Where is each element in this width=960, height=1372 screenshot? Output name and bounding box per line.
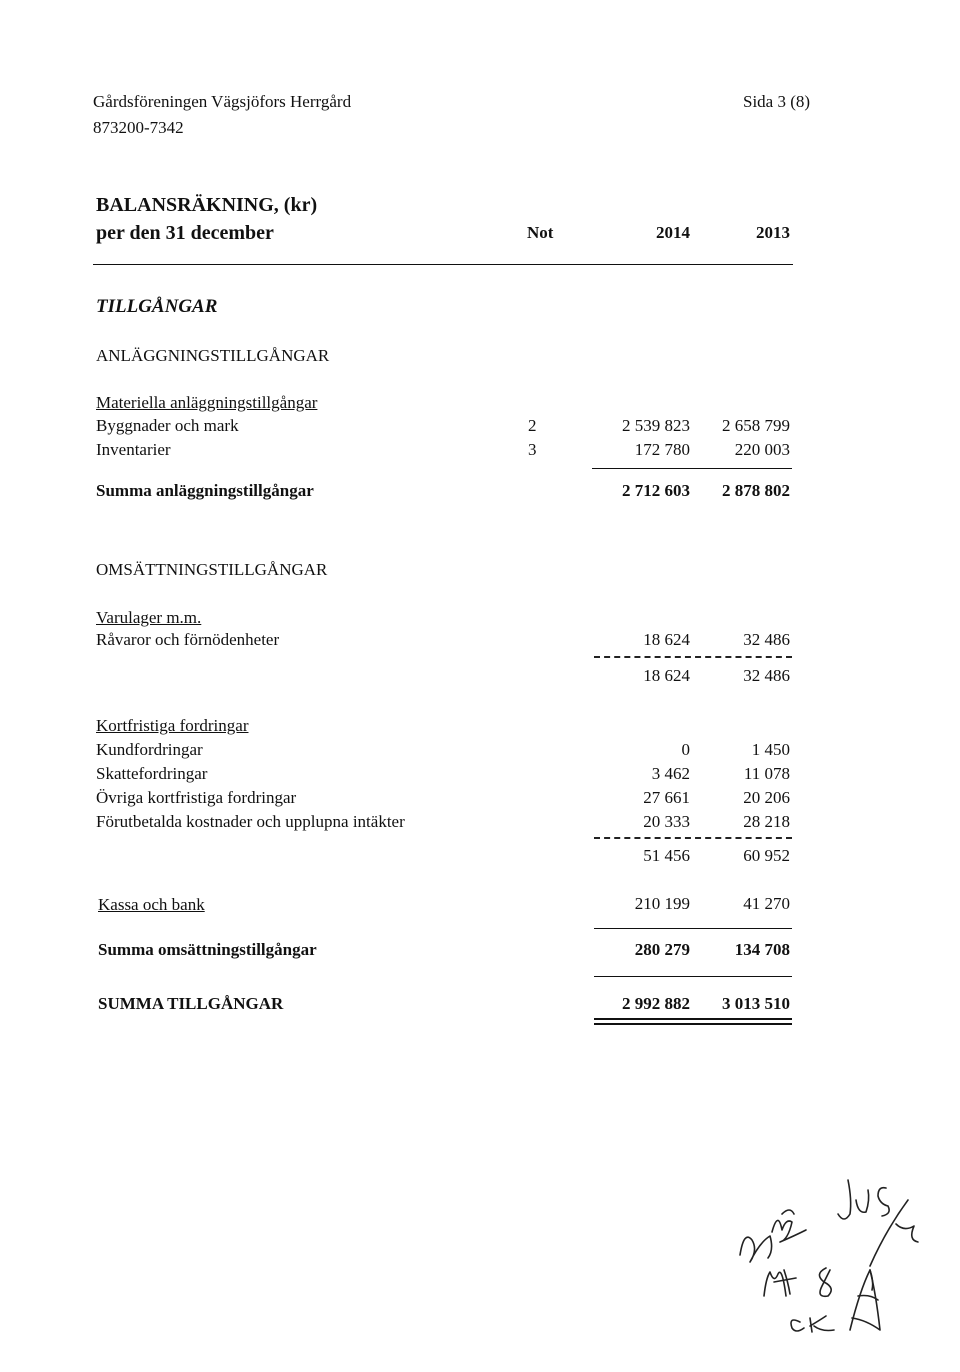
row-value-2014-inventory-equipment: 172 780 xyxy=(634,440,690,459)
assets-total-2014: 2 992 882 xyxy=(622,994,690,1013)
organization-number: 873200-7342 xyxy=(93,118,184,137)
current-assets-total-2014: 280 279 xyxy=(634,940,690,959)
cash-and-bank-label: Kassa och bank xyxy=(98,895,205,914)
row-label-accounts-receivable: Kundfordringar xyxy=(96,740,203,759)
row-note-buildings: 2 xyxy=(528,416,537,435)
current-assets-total-2013: 134 708 xyxy=(734,940,790,959)
current-total-rule xyxy=(594,928,792,929)
row-label-tax-receivables: Skattefordringar xyxy=(96,764,208,783)
report-date: per den 31 december xyxy=(96,222,274,244)
page-number: Sida 3 (8) xyxy=(743,92,811,111)
assets-heading: TILLGÅNGAR xyxy=(96,296,218,317)
header-divider xyxy=(93,264,793,265)
row-value-2013-accounts-receivable: 1 450 xyxy=(751,740,790,759)
row-label-inventory-equipment: Inventarier xyxy=(96,440,171,459)
row-value-2014-buildings: 2 539 823 xyxy=(622,416,690,435)
assets-total-top-rule xyxy=(594,976,792,977)
assets-total-2013: 3 013 510 xyxy=(722,994,790,1013)
assets-total-double-underline xyxy=(594,1018,792,1025)
fixed-assets-total-label: Summa anläggningstillgångar xyxy=(96,481,314,500)
row-note-inventory-equipment: 3 xyxy=(528,440,537,459)
row-value-2013-prepaid-expenses: 28 218 xyxy=(743,812,790,831)
current-assets-total-label: Summa omsättningstillgångar xyxy=(98,940,317,959)
row-value-2013-other-receivables: 20 206 xyxy=(743,788,790,807)
fixed-assets-total-2013: 2 878 802 xyxy=(722,481,790,500)
row-value-2013-raw-materials: 32 486 xyxy=(743,630,790,649)
column-header-2014: 2014 xyxy=(656,223,690,242)
inventory-dashed-rule xyxy=(594,656,792,658)
inventory-heading: Varulager m.m. xyxy=(96,608,202,627)
row-value-2013-tax-receivables: 11 078 xyxy=(743,764,790,783)
fixed-assets-total-2014: 2 712 603 xyxy=(622,481,690,500)
row-value-2013-buildings: 2 658 799 xyxy=(722,416,790,435)
column-header-not: Not xyxy=(527,223,554,242)
fixed-total-rule xyxy=(592,468,792,469)
handwritten-initials xyxy=(730,1170,930,1340)
receivables-heading: Kortfristiga fordringar xyxy=(96,716,249,735)
inventory-subtotal-2014: 18 624 xyxy=(643,666,690,685)
row-value-2013-inventory-equipment: 220 003 xyxy=(734,440,790,459)
row-value-2014-other-receivables: 27 661 xyxy=(643,788,690,807)
current-assets-heading: OMSÄTTNINGSTILLGÅNGAR xyxy=(96,560,328,579)
cash-and-bank-2014: 210 199 xyxy=(634,894,690,913)
receivables-subtotal-2013: 60 952 xyxy=(743,846,790,865)
row-value-2014-prepaid-expenses: 20 333 xyxy=(643,812,690,831)
row-label-raw-materials: Råvaror och förnödenheter xyxy=(96,630,280,649)
inventory-subtotal-2013: 32 486 xyxy=(743,666,790,685)
row-value-2014-accounts-receivable: 0 xyxy=(681,740,690,759)
cash-and-bank-2013: 41 270 xyxy=(743,894,790,913)
organization-name: Gårdsföreningen Vägsjöfors Herrgård xyxy=(93,92,352,111)
row-label-buildings: Byggnader och mark xyxy=(96,416,239,435)
row-value-2014-tax-receivables: 3 462 xyxy=(651,764,690,783)
report-title: BALANSRÄKNING, (kr) xyxy=(96,194,318,216)
row-label-other-receivables: Övriga kortfristiga fordringar xyxy=(96,788,297,807)
tangible-assets-heading: Materiella anläggningstillgångar xyxy=(96,393,318,412)
row-label-prepaid-expenses: Förutbetalda kostnader och upplupna intäkter xyxy=(96,812,405,831)
row-value-2014-raw-materials: 18 624 xyxy=(643,630,690,649)
receivables-subtotal-2014: 51 456 xyxy=(643,846,690,865)
assets-total-label: SUMMA TILLGÅNGAR xyxy=(98,994,284,1013)
receivables-dashed-rule xyxy=(594,837,792,839)
fixed-assets-heading: ANLÄGGNINGSTILLGÅNGAR xyxy=(96,346,330,365)
column-header-2013: 2013 xyxy=(756,223,790,242)
